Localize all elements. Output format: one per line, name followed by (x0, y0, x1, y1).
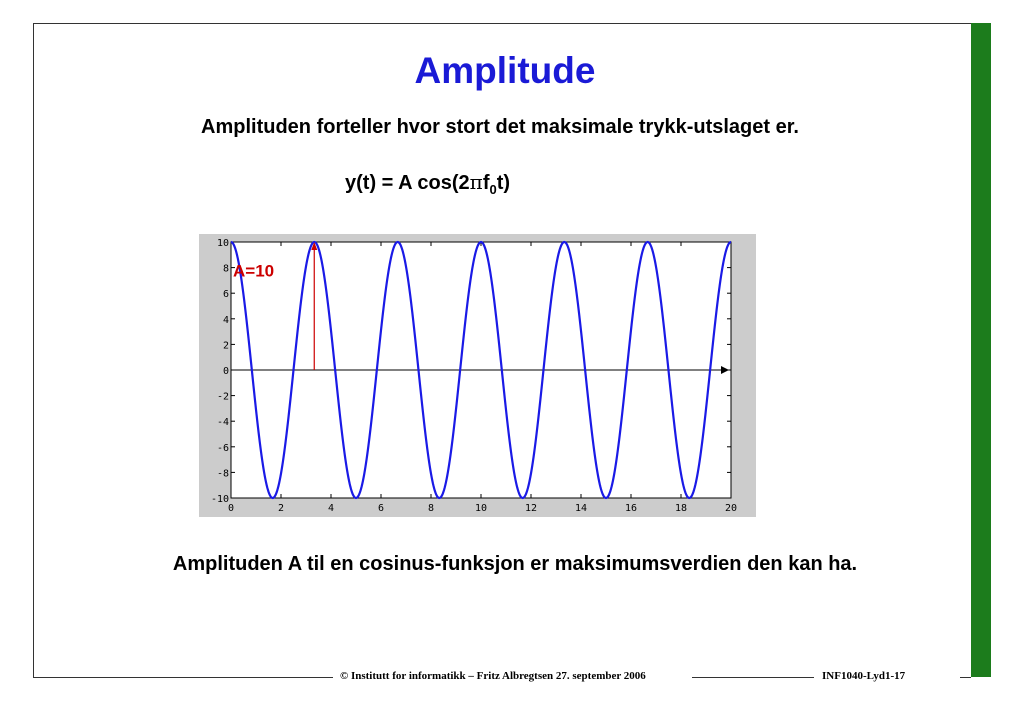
slide-subtitle: Amplituden forteller hvor stort det maksimale trykk-utslaget er. (201, 116, 799, 138)
y-tick-label: 6 (222, 289, 229, 301)
formula-suffix: t) (496, 172, 511, 194)
x-tick-label: 14 (574, 503, 588, 514)
footer-line-left (33, 677, 333, 678)
x-tick-label: 6 (377, 503, 385, 514)
chart-svg (199, 234, 756, 517)
footer-line-right (960, 677, 971, 678)
slide-frame-top (33, 23, 971, 24)
y-tick-label: 8 (222, 263, 229, 275)
formula-f: f (482, 172, 490, 194)
cosine-chart (199, 234, 756, 517)
footer-slide-id: INF1040-Lyd1-17 (822, 670, 906, 682)
x-tick-label: 8 (427, 503, 435, 514)
footer-credit: © Institutt for informatikk – Fritz Albregtsen 27. september 2006 (340, 670, 646, 682)
slide-title: Amplitude (414, 50, 596, 91)
y-tick-label: -6 (216, 442, 229, 454)
y-tick-label: -4 (216, 417, 229, 429)
y-tick-label: 4 (222, 314, 229, 326)
y-tick-label: -10 (210, 494, 229, 505)
amplitude-label: A=10 (233, 261, 275, 281)
bottom-text: Amplituden A til en cosinus-funksjon er maksimumsverdien den kan ha. (172, 553, 858, 575)
formula-pi: π (469, 170, 483, 194)
y-tick-label: -2 (216, 391, 229, 403)
x-tick-label: 4 (327, 503, 335, 514)
x-tick-label: 18 (674, 503, 688, 514)
x-tick-label: 12 (524, 503, 538, 514)
x-tick-label: 20 (724, 503, 738, 514)
formula-subscript: 0 (489, 182, 497, 197)
x-tick-label: 10 (474, 503, 488, 514)
y-tick-label: -8 (216, 468, 229, 480)
y-tick-label: 2 (222, 340, 229, 352)
formula (345, 170, 510, 197)
y-tick-label: 10 (216, 238, 229, 249)
x-tick-label: 16 (624, 503, 638, 514)
formula-prefix: y(t) = A cos(2 (345, 172, 470, 194)
y-tick-label: 0 (222, 366, 229, 377)
x-tick-label: 2 (277, 503, 285, 514)
footer-line-middle (692, 677, 814, 678)
x-tick-label: 0 (227, 503, 235, 514)
